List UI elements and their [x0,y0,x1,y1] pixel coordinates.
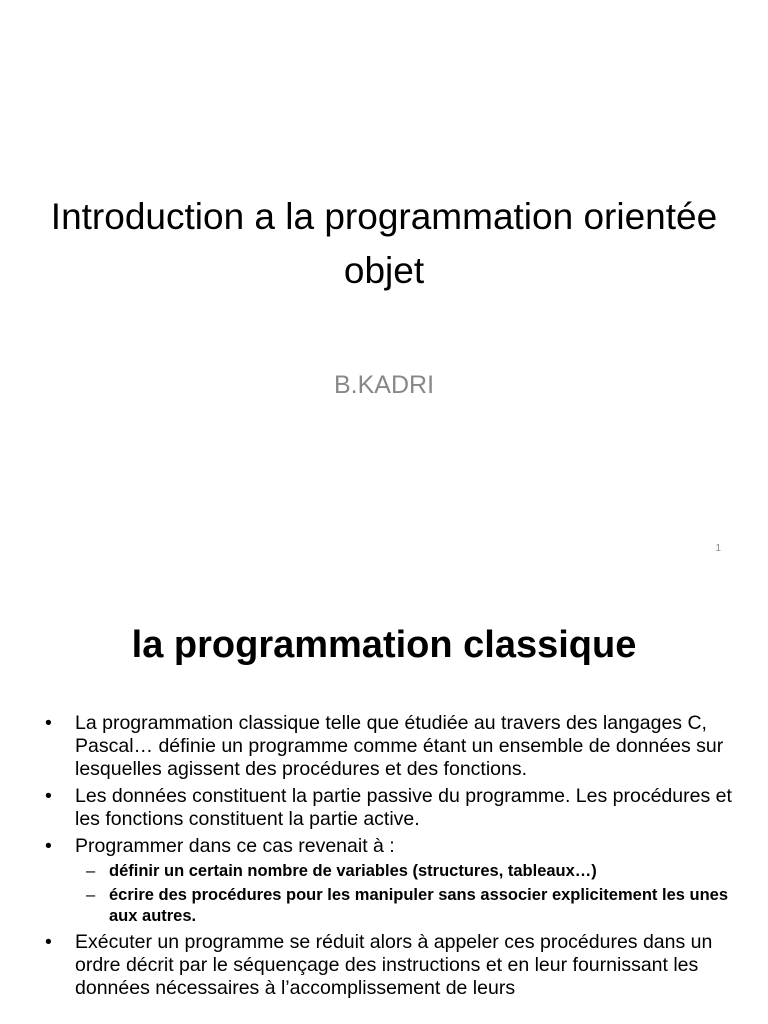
bullet-marker: • [45,835,52,857]
bullet-text: Exécuter un programme se réduit alors à appeler ces procédures dans un ordre décrit par le séquençage des instructions et en leur fournissant les données nécessaires à l’accomplissement de leurs [75,931,713,999]
bullet-item [45,931,735,1000]
page-number: 1 [715,543,721,554]
sub-bullet-text: écrire des procédures pour les manipuler sans associer explicitement les unes aux autres. [109,886,729,925]
bullet-item [45,835,735,927]
bullet-text: Programmer dans ce cas revenait à : [75,835,395,857]
slide-title: Introduction a la programmation orientée objet [50,196,718,291]
slide-author: B.KADRI [333,371,435,399]
sub-bullet-list [75,861,735,927]
slide-title: la programmation classique [131,624,637,666]
bullet-marker: • [45,931,52,953]
sub-bullet-item [75,885,735,927]
sub-bullet-text: définir un certain nombre de variables (structures, tableaux…) [109,862,597,880]
sub-bullet-marker: – [86,862,96,880]
sub-bullet-marker: – [86,886,96,904]
bullet-marker: • [45,712,52,734]
bullet-marker: • [45,785,52,807]
bullet-item [45,712,735,781]
sub-bullet-item [75,861,735,882]
slide-2 [0,576,768,1024]
bullet-item [45,785,735,831]
bullet-list [45,712,735,1004]
bullet-text: Les données constituent la partie passive du programme. Les procédures et les fonctions constituent la partie active. [75,785,732,830]
bullet-text: La programmation classique telle que étudiée au travers des langages C, Pascal… définie un programme comme étant un ensemble de données sur lesquelles agissent des procédures et des fonctions. [75,712,724,780]
